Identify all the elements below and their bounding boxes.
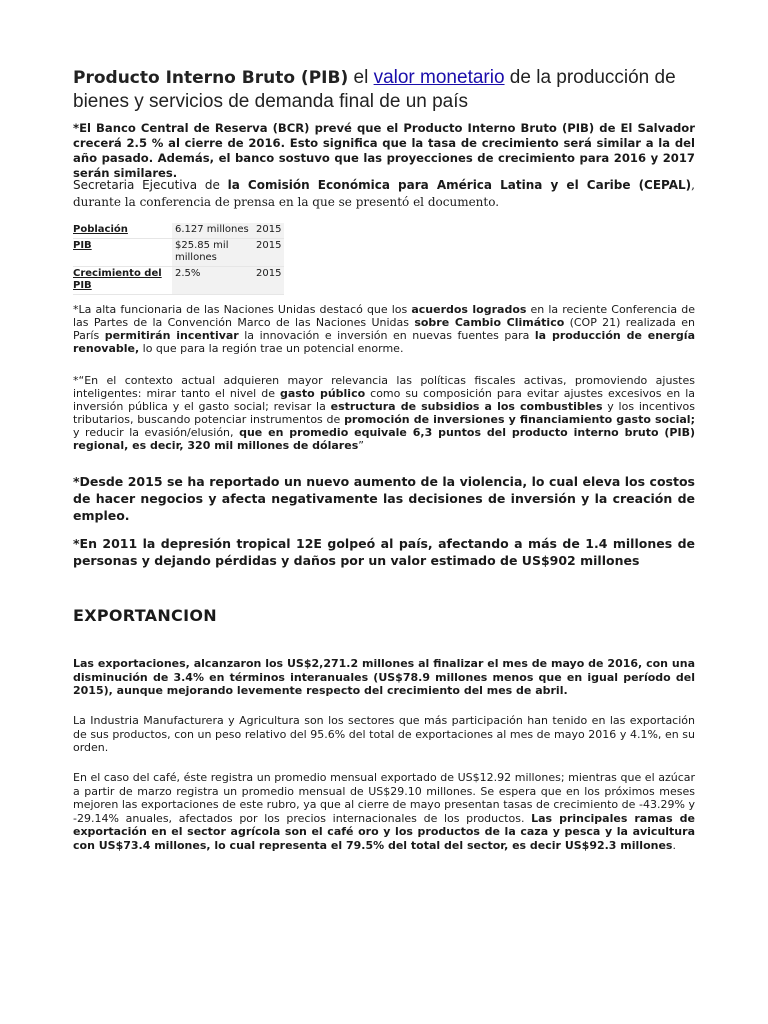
p3-f: permitirán incentivar — [104, 329, 239, 342]
stats-table — [73, 223, 284, 295]
valor-monetario-link[interactable]: valor monetario — [373, 67, 505, 88]
row-year: 2015 — [256, 267, 284, 295]
p3-i: lo que para la región trae un potencial enorme. — [139, 342, 404, 355]
p3-c: en la reciente Conferencia de las Partes de la Convención Marco de las Naciones Unidas — [73, 303, 695, 329]
p4-g: y reducir la evasión/elusión, — [73, 426, 240, 439]
paragraph-depresion: *En 2011 la depresión tropical 12E golpeó al país, afectando a más de 1.4 millones de personas y dejando pérdidas y daños por un valor estimado de US$902 millones — [73, 536, 695, 568]
page-title — [73, 66, 695, 113]
paragraph-cafe — [73, 771, 695, 852]
p3-b: acuerdos logrados — [411, 303, 527, 316]
paragraph-cepal — [73, 177, 695, 211]
p3-d: sobre Cambio Climático — [414, 316, 565, 329]
paragraph-fiscal — [73, 374, 695, 452]
p2-a: Secretaria Ejecutiva de — [73, 178, 228, 192]
title-pre: el — [348, 67, 374, 88]
p4-h: que en promedio equivale 6,3 puntos del producto interno bruto (PIB) regional, es decir, 320 mil millones de dólares — [73, 426, 695, 452]
p4-f: promoción de inversiones y financiamiento gasto social; — [344, 413, 695, 426]
section-heading-exportacion: EXPORTANCION — [73, 606, 217, 625]
row-label: Población — [73, 223, 172, 239]
paragraph-industria: La Industria Manufacturera y Agricultura son los sectores que más participación han tenido en las exportación de sus productos, con un peso relativo del 95.6% del total de exportaciones al mes de mayo 2016 y 4.1%, en su orden. — [73, 714, 695, 754]
paragraph-violencia: *Desde 2015 se ha reportado un nuevo aumento de la violencia, lo cual eleva los costos de hacer negocios y afecta negativamente las decisiones de inversión y la creación de empleo. — [73, 474, 695, 523]
paragraph-exportaciones: Las exportaciones, alcanzaron los US$2,271.2 millones al finalizar el mes de mayo de 2016, con una disminución de 3.4% en términos interanuales (US$78.9 millones menos que en igual período del 2015), aunque mejorando levemente respecto del crecimiento del mes de abril. — [73, 657, 695, 697]
title-bold: Producto Interno Bruto (PIB) — [73, 68, 349, 88]
row-value: 2.5% — [172, 267, 256, 295]
p3-g: la innovación e inversión en nuevas fuentes para — [238, 329, 535, 342]
row-value: 6.127 millones — [172, 223, 256, 239]
row-label: Crecimiento del PIB — [73, 267, 172, 295]
table-row — [73, 239, 284, 267]
p3-a: *La alta funcionaria de las Naciones Unidas destacó que los — [73, 303, 412, 316]
p4-e: y los incentivos tributarios, buscando potenciar instrumentos de — [73, 400, 695, 426]
row-value: $25.85 mil millones — [172, 239, 256, 267]
p4-d: estructura de subsidios a los combustibles — [330, 400, 603, 413]
paragraph-cop21 — [73, 303, 695, 355]
p3-e: (COP 21) realizada en París — [73, 316, 695, 342]
p3-h: la producción de energía renovable, — [73, 329, 695, 355]
p2-b: la Comisión Económica para América Latina y el Caribe (CEPAL) — [227, 178, 692, 192]
row-year: 2015 — [256, 223, 284, 239]
row-label: PIB — [73, 239, 172, 267]
p4-b: gasto público — [279, 387, 366, 400]
p9-c: . — [672, 838, 676, 852]
paragraph-bcr: *El Banco Central de Reserva (BCR) prevé que el Producto Interno Bruto (PIB) de El Salvador crecerá 2.5 % al cierre de 2016. Esto significa que la tasa de crecimiento será similar a la del año pasado. Además, el banco sostuvo que las proyecciones de crecimiento para 2016 y 2017 serán similares. — [73, 121, 695, 180]
p2-c: , durante la conferencia de prensa en la que se presentó el documento. — [73, 178, 695, 209]
p4-i: ” — [358, 439, 364, 452]
p4-a: *“En el contexto actual adquieren mayor relevancia las políticas fiscales activas, promoviendo ajustes inteligentes: mirar tanto el nivel de — [73, 374, 695, 400]
p9-a: En el caso del café, éste registra un promedio mensual exportado de US$12.92 millones; mientras que el azúcar a partir de marzo registra un promedio mensual de US$29.10 millones. Se espera que en los próximos meses mejoren las exportaciones de este rubro, ya que al cierre de mayo presentan tasas de crecimiento de -43.29% y -29.14% anuales, afectados por los precios internacionales de los productos. — [73, 771, 695, 825]
p9-b: Las principales ramas de exportación en el sector agrícola son el café oro y los productos de la caza y pesca y la avicultura con US$73.4 millones, lo cual representa el 79.5% del total del sector, es decir US$92.3 millones — [73, 811, 695, 852]
table-row — [73, 267, 284, 295]
table-row — [73, 223, 284, 239]
p4-c: como su composición para evitar ajustes excesivos en la inversión pública y el gasto social; revisar la — [73, 387, 696, 413]
row-year: 2015 — [256, 239, 284, 267]
title-post: de la producción de bienes y servicios de demanda final de un país — [73, 67, 676, 112]
